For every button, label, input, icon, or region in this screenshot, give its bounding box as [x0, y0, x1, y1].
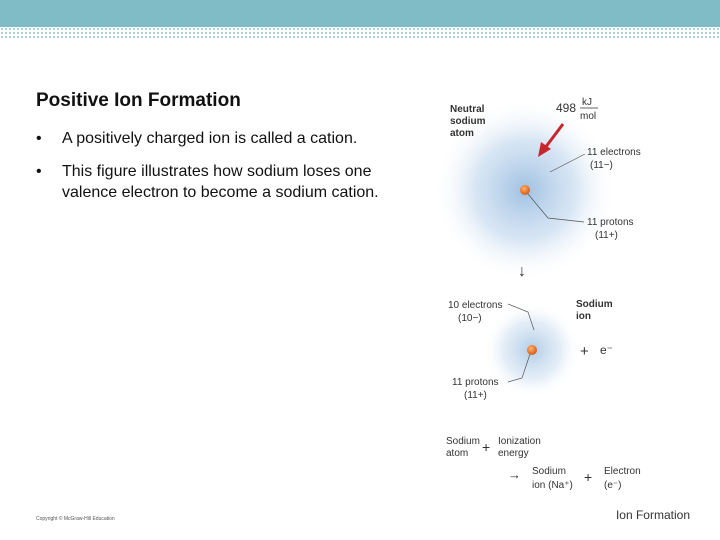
bullet-item-cation — [36, 128, 416, 149]
neutral-label-3: atom — [450, 128, 474, 139]
bullet-text-end: . — [352, 130, 358, 147]
electrons-top-1: 11 electrons — [587, 147, 641, 158]
electron-symbol: e⁻ — [600, 343, 614, 357]
bullet-marker: • — [36, 130, 42, 147]
down-arrow: ↓ — [518, 263, 526, 280]
bullet-emphasis: cation — [310, 130, 353, 147]
plus-electron: + — [580, 343, 589, 360]
protons-top-1: 11 protons — [587, 217, 634, 228]
nucleus-atom — [520, 185, 530, 195]
footer-copyright: Copyright © McGraw-Hill Education — [36, 516, 115, 522]
slide-title: Positive Ion Formation — [36, 90, 241, 111]
electrons-top-2: (11−) — [590, 160, 613, 171]
footer-slide-title: Ion Formation — [615, 508, 690, 522]
eq-plus-1: + — [482, 439, 491, 455]
eq-plus-2: + — [584, 469, 593, 485]
energy-numerator: kJ — [582, 97, 592, 108]
eq-ion-2: ion (Na⁺) — [532, 480, 573, 491]
eq-sodium-2: atom — [446, 448, 469, 459]
bullet-text: This figure illustrates how sodium loses one valence electron to become a sodium cation. — [62, 163, 379, 201]
nucleus-ion — [527, 345, 537, 355]
bullet-marker: • — [36, 163, 42, 180]
sodium-ion-figure — [430, 90, 660, 500]
eq-electron-1: Electron — [604, 466, 641, 477]
eq-electron-2: (e⁻) — [604, 480, 622, 491]
bullet-list — [36, 128, 416, 215]
eq-ionization-2: energy — [498, 448, 529, 459]
bullet-item-figure — [36, 161, 416, 203]
neutral-label-2: sodium — [450, 116, 486, 127]
dotted-band — [0, 27, 720, 39]
protons-ion-2: (11+) — [464, 390, 487, 401]
energy-denominator: mol — [580, 111, 597, 122]
eq-sodium-1: Sodium — [446, 436, 480, 447]
eq-arrow: → — [508, 467, 521, 482]
figure-svg — [430, 90, 660, 500]
eq-ionization-1: Ionization — [498, 436, 541, 447]
bullet-text: A positively charged ion is called a — [62, 130, 311, 147]
eq-ion-1: Sodium — [532, 466, 566, 477]
protons-top-2: (11+) — [595, 230, 618, 241]
sodium-ion-label-2: ion — [576, 311, 591, 322]
neutral-label-1: Neutral — [450, 104, 485, 115]
electrons-ion-1: 10 electrons — [448, 300, 503, 311]
electrons-ion-2: (10−) — [458, 313, 482, 324]
protons-ion-1: 11 protons — [452, 377, 499, 388]
sodium-ion-label-1: Sodium — [576, 299, 613, 310]
top-banner — [0, 0, 720, 27]
energy-value: 498 — [556, 101, 577, 115]
